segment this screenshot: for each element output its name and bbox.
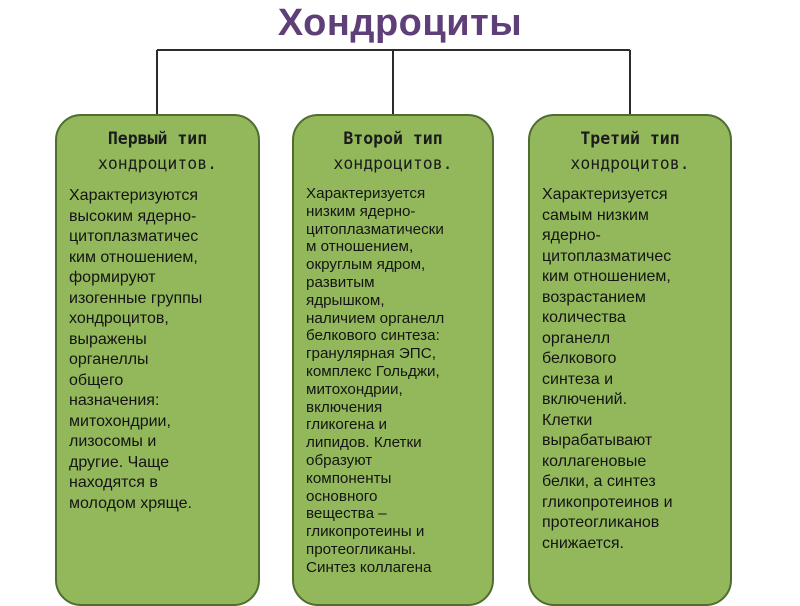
type-1-card [55, 114, 260, 606]
type-2-title-line2: хондроцитов. [333, 154, 453, 173]
page-title: Хондроциты [277, 2, 523, 44]
type-1-title [57, 126, 258, 176]
type-3-title-line2: хондроцитов. [570, 154, 690, 173]
type-2-card [292, 114, 494, 606]
type-3-description: Характеризуется самым низким ядерно- цитоплазматичес ким отношением, возрастанием количества органелл белкового синтеза и включений. Клетки вырабатывают коллагеновые белки, а синтез гликопротеинов и протеогликанов снижается. [542, 186, 673, 552]
type-3-card [528, 114, 732, 606]
type-3-title [530, 126, 730, 176]
type-2-title-line1: Второй тип [343, 129, 443, 148]
type-2-description: Характеризуется низким ядерно- цитоплазматически м отношением, округлым ядром, развитым ядрышком, наличием органелл белкового синтеза: гранулярная ЭПС, комплекс Гольджи, митохондрии, включения гликогена и липидов. Клетки образуют компоненты основного вещества – гликопротеины и протеогликаны. Синтез коллагена [306, 185, 445, 576]
type-1-description: Характеризуются высоким ядерно- цитоплазматичес ким отношением, формируют изогенные группы хондроцитов, выражены органеллы общего назначения: митохондрии, лизосомы и другие. Чаще находятся в молодом хряще. [69, 187, 203, 512]
type-3-title-line1: Третий тип [580, 129, 680, 148]
type-1-title-line1: Первый тип [107, 129, 208, 148]
type-1-title-line2: хондроцитов. [97, 154, 218, 173]
type-2-title [294, 126, 492, 176]
